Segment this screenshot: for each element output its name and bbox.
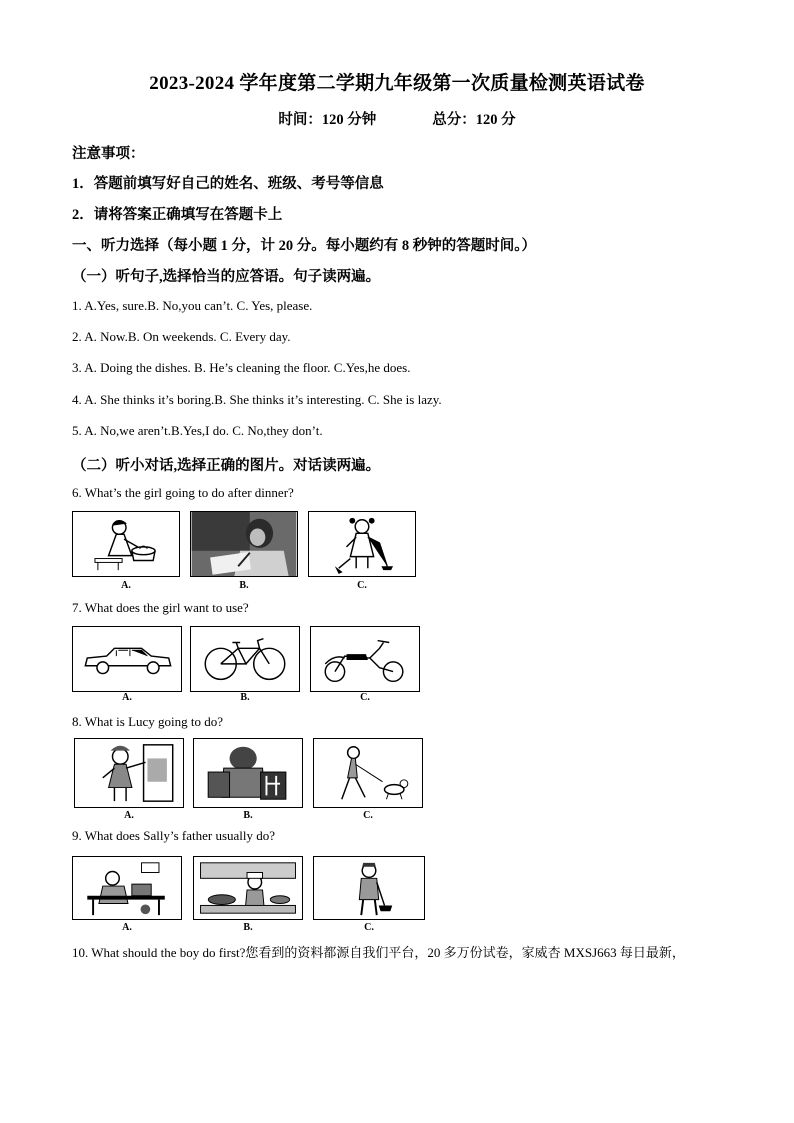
q9-picture-a xyxy=(72,856,182,920)
notes-item-1: 1．答题前填写好自己的姓名、班级、考号等信息 xyxy=(72,176,384,192)
exam-meta xyxy=(0,108,794,129)
question-9: 9. What does Sally’s father usually do? xyxy=(72,828,276,843)
q9-label-b: B. xyxy=(243,922,253,933)
q7-label-b: B. xyxy=(240,692,250,703)
q8-picture-a xyxy=(74,738,184,808)
q7-picture-a xyxy=(72,626,182,692)
q8-label-c: C. xyxy=(363,810,373,821)
q8-label-b: B. xyxy=(243,810,253,821)
question-10: 10. What should the boy do first?您看到的资料都源自我们平台，20 多万份试卷，家威杏 MXSJ663 每日最新， xyxy=(72,945,685,960)
q9-label-a: A. xyxy=(122,922,132,933)
q6-picture-c xyxy=(308,511,416,577)
question-2: 2. A. Now.B. On weekends. C. Every day. xyxy=(72,329,291,344)
q6-label-a: A. xyxy=(121,580,131,591)
question-1: 1. A.Yes, sure.B. No,you can’t. C. Yes, please. xyxy=(72,298,313,313)
question-3: 3. A. Doing the dishes. B. He’s cleaning the floor. C.Yes,he does. xyxy=(72,360,411,375)
q7-picture-b xyxy=(190,626,300,692)
section-heading: 一、听力选择（每小题 1 分，计 20 分。每小题约有 8 秒钟的答题时间。） xyxy=(72,238,536,254)
part1-heading: （一）听句子,选择恰当的应答语。句子读两遍。 xyxy=(72,269,381,285)
q7-label-a: A. xyxy=(122,692,132,703)
q6-label-c: C. xyxy=(357,580,367,591)
notes-item-2: 2．请将答案正确填写在答题卡上 xyxy=(72,207,283,223)
question-6: 6. What’s the girl going to do after dinner? xyxy=(72,485,294,500)
question-8: 8. What is Lucy going to do? xyxy=(72,714,224,729)
q9-picture-b xyxy=(193,856,303,920)
q9-label-c: C. xyxy=(364,922,374,933)
question-7: 7. What does the girl want to use? xyxy=(72,600,249,615)
q8-picture-c xyxy=(313,738,423,808)
q6-picture-b xyxy=(190,511,298,577)
q6-picture-a xyxy=(72,511,180,577)
exam-score: 总分：120 分 xyxy=(432,112,516,128)
exam-title: 2023-2024 学年度第二学期九年级第一次质量检测英语试卷 xyxy=(149,73,645,94)
question-5: 5. A. No,we aren’t.B.Yes,I do. C. No,they don’t. xyxy=(72,423,323,438)
q8-label-a: A. xyxy=(124,810,134,821)
question-4: 4. A. She thinks it’s boring.B. She thinks it’s interesting. C. She is lazy. xyxy=(72,392,442,407)
q9-picture-c xyxy=(313,856,425,920)
q7-picture-c xyxy=(310,626,420,692)
q6-label-b: B. xyxy=(239,580,249,591)
q8-picture-b xyxy=(193,738,303,808)
q7-label-c: C. xyxy=(360,692,370,703)
part2-heading: （二）听小对话,选择正确的图片。对话读两遍。 xyxy=(72,458,381,474)
exam-time: 时间：120 分钟 xyxy=(278,112,377,128)
notes-heading: 注意事项： xyxy=(72,146,145,162)
